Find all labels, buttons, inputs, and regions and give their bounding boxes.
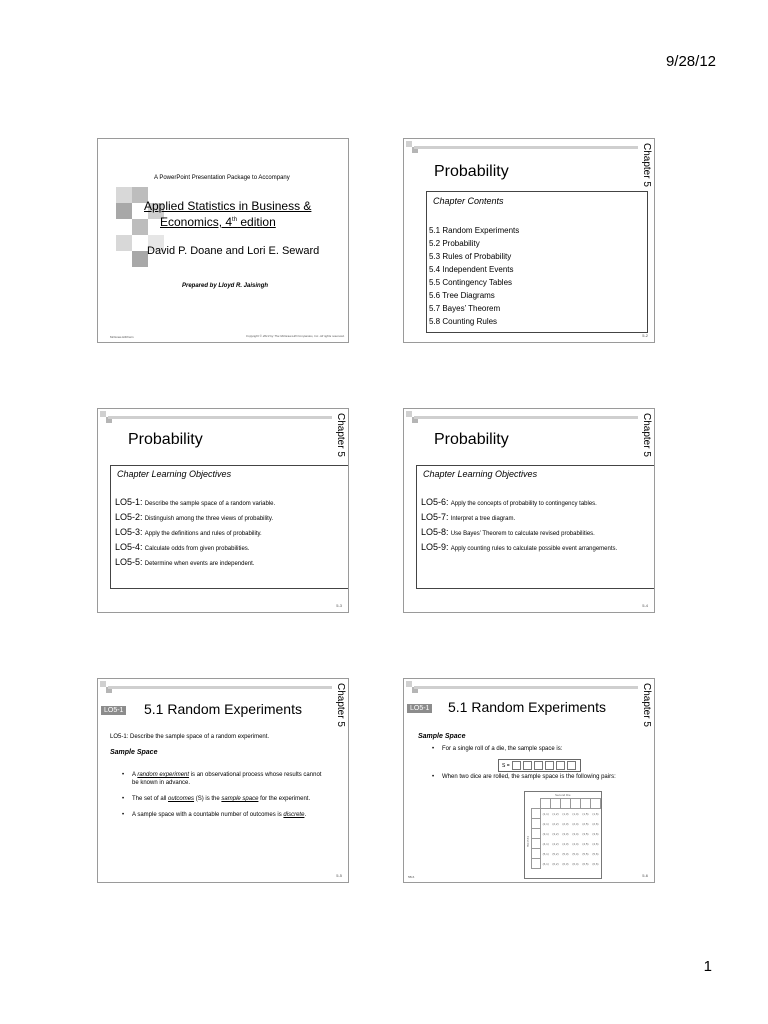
slide-1-title [97,138,349,343]
prepared-by: Prepared by Lloyd R. Jaisingh [182,283,269,289]
chapter-label: Chapter 5 [641,683,652,727]
objectives-list [115,496,275,571]
bullet-item: • For a single roll of a die, the sample space is: [428,745,638,753]
die-face-icon [567,761,576,770]
objective-item: LO5-1: Describe the sample space of a random variable. [115,497,276,507]
box-heading: Chapter Contents [433,196,504,206]
die-face-icon [534,761,543,770]
objective-item: LO5-6: Apply the concepts of probability to contingency tables. [421,497,597,507]
slide-2-contents [403,138,655,343]
single-die-sample-space: S = [498,759,581,772]
objectives-box [416,465,655,589]
box-heading: Chapter Learning Objectives [117,469,232,479]
slide-number: 5-6 [642,873,648,878]
bullet-item: • The set of all outcomes (S) is the sample space for the experiment. [118,795,328,803]
objective-item: LO5-3: Apply the definitions and rules of probability. [115,527,262,537]
lo-line: LO5-1: Describe the sample space of a random experiment. [110,734,270,740]
lo-badge: LO5-1 [407,704,432,713]
die-face-icon [545,761,554,770]
second-die-label: Second Die [555,793,571,797]
objective-item: LO5-4: Calculate odds from given probabilities. [115,542,250,552]
objective-item: LO5-2: Distinguish among the three views of probability. [115,512,274,522]
footer-copyright: Copyright © 2013 by The McGraw-Hill Companies, Inc. All rights reserved. [246,334,345,338]
contents-box [426,191,648,333]
die-face-icon [556,761,565,770]
objectives-list [421,496,617,556]
objective-item: LO5-5: Determine when events are independent. [115,557,255,567]
bullet-item: • A random experiment is an observational process whose results cannot be known in advance. [118,771,328,787]
objective-item: LO5-8: Use Bayes’ Theorem to calculate revised probabilities. [421,527,595,537]
chapter-label: Chapter 5 [641,413,652,457]
header-stripe [108,686,332,689]
slide-number: 5-3 [336,603,342,608]
bullet-list [118,771,328,819]
slide-number: 5-5 [336,873,342,878]
objectives-box [110,465,349,589]
slide-5-random-experiments [97,678,349,883]
lo-badge: LO5-1 [101,706,126,715]
page-number: 1 [703,958,712,975]
authors: David P. Doane and Lori E. Seward [147,245,320,257]
footer-left: 5B-6 [408,875,415,879]
pairs-table: (1,1) (1,2) (1,3) (1,4) (1,5) (1,6) (2,1) (2,2) (2,3) (2,4) (2,5) (2,6) (3,1) (3,2) (3,3) (3,4) (3,5) (3,6) (4,1) (4,2) (4,3) (4,4) (4,5) (4,6) (5,1) (5,2) (5,3) (5,4) (5,5) (5,6) (6,1) (6,2) (6,3) (6,4) (6,5) (6,6) [531,798,601,869]
chapter-label: Chapter 5 [335,413,346,457]
first-die-label: First Die [526,836,530,848]
list-item: 5.5 Contingency Tables [429,278,513,287]
accompany-text: A PowerPoint Presentation Package to Accompany [154,175,290,181]
slide-4-objectives [403,408,655,613]
bullet-list [428,745,638,753]
chapter-label: Chapter 5 [335,683,346,727]
slide-3-objectives [97,408,349,613]
bullet-item: • When two dice are rolled, the sample space is the following pairs: [428,773,638,781]
objective-item: LO5-9: Apply counting rules to calculate possible event arrangements. [421,542,618,552]
slide-number: 5-2 [642,333,648,338]
bullet-list-2 [428,773,638,781]
list-item: 5.7 Bayes’ Theorem [429,304,501,313]
slide-6-sample-space [403,678,655,883]
slide-title: 5.1 Random Experiments [448,699,606,715]
header-stripe [108,416,332,419]
list-item: 5.4 Independent Events [429,265,514,274]
slide-title: Probability [128,431,203,448]
die-face-icon [523,761,532,770]
slide-title: Probability [434,163,509,180]
objective-item: LO5-7: Interpret a tree diagram. [421,512,516,522]
box-heading: Chapter Learning Objectives [423,469,538,479]
list-item: 5.1 Random Experiments [429,226,520,235]
footer-left: McGraw-Hill/Irwin [110,335,134,339]
subhead: Sample Space [418,733,466,740]
chapter-label: Chapter 5 [641,143,652,187]
subhead: Sample Space [110,749,158,756]
header-stripe [414,416,638,419]
list-item: 5.6 Tree Diagrams [429,291,495,300]
slide-number: 5-4 [642,603,648,608]
list-item: 5.2 Probability [429,239,480,248]
header-stripe [414,146,638,149]
header-stripe [414,686,638,689]
list-item: 5.3 Rules of Probability [429,252,512,261]
slide-title: Probability [434,431,509,448]
bullet-item: • A sample space with a countable number of outcomes is discrete. [118,811,328,819]
book-title-line2: Economics, 4th edition [160,215,276,229]
book-title-line1: Applied Statistics in Business & [144,199,312,213]
contents-list [429,224,519,328]
two-dice-table [524,791,602,879]
die-face-icon [512,761,521,770]
slide-title: 5.1 Random Experiments [144,701,302,717]
print-date: 9/28/12 [665,53,716,70]
list-item: 5.8 Counting Rules [429,317,498,326]
